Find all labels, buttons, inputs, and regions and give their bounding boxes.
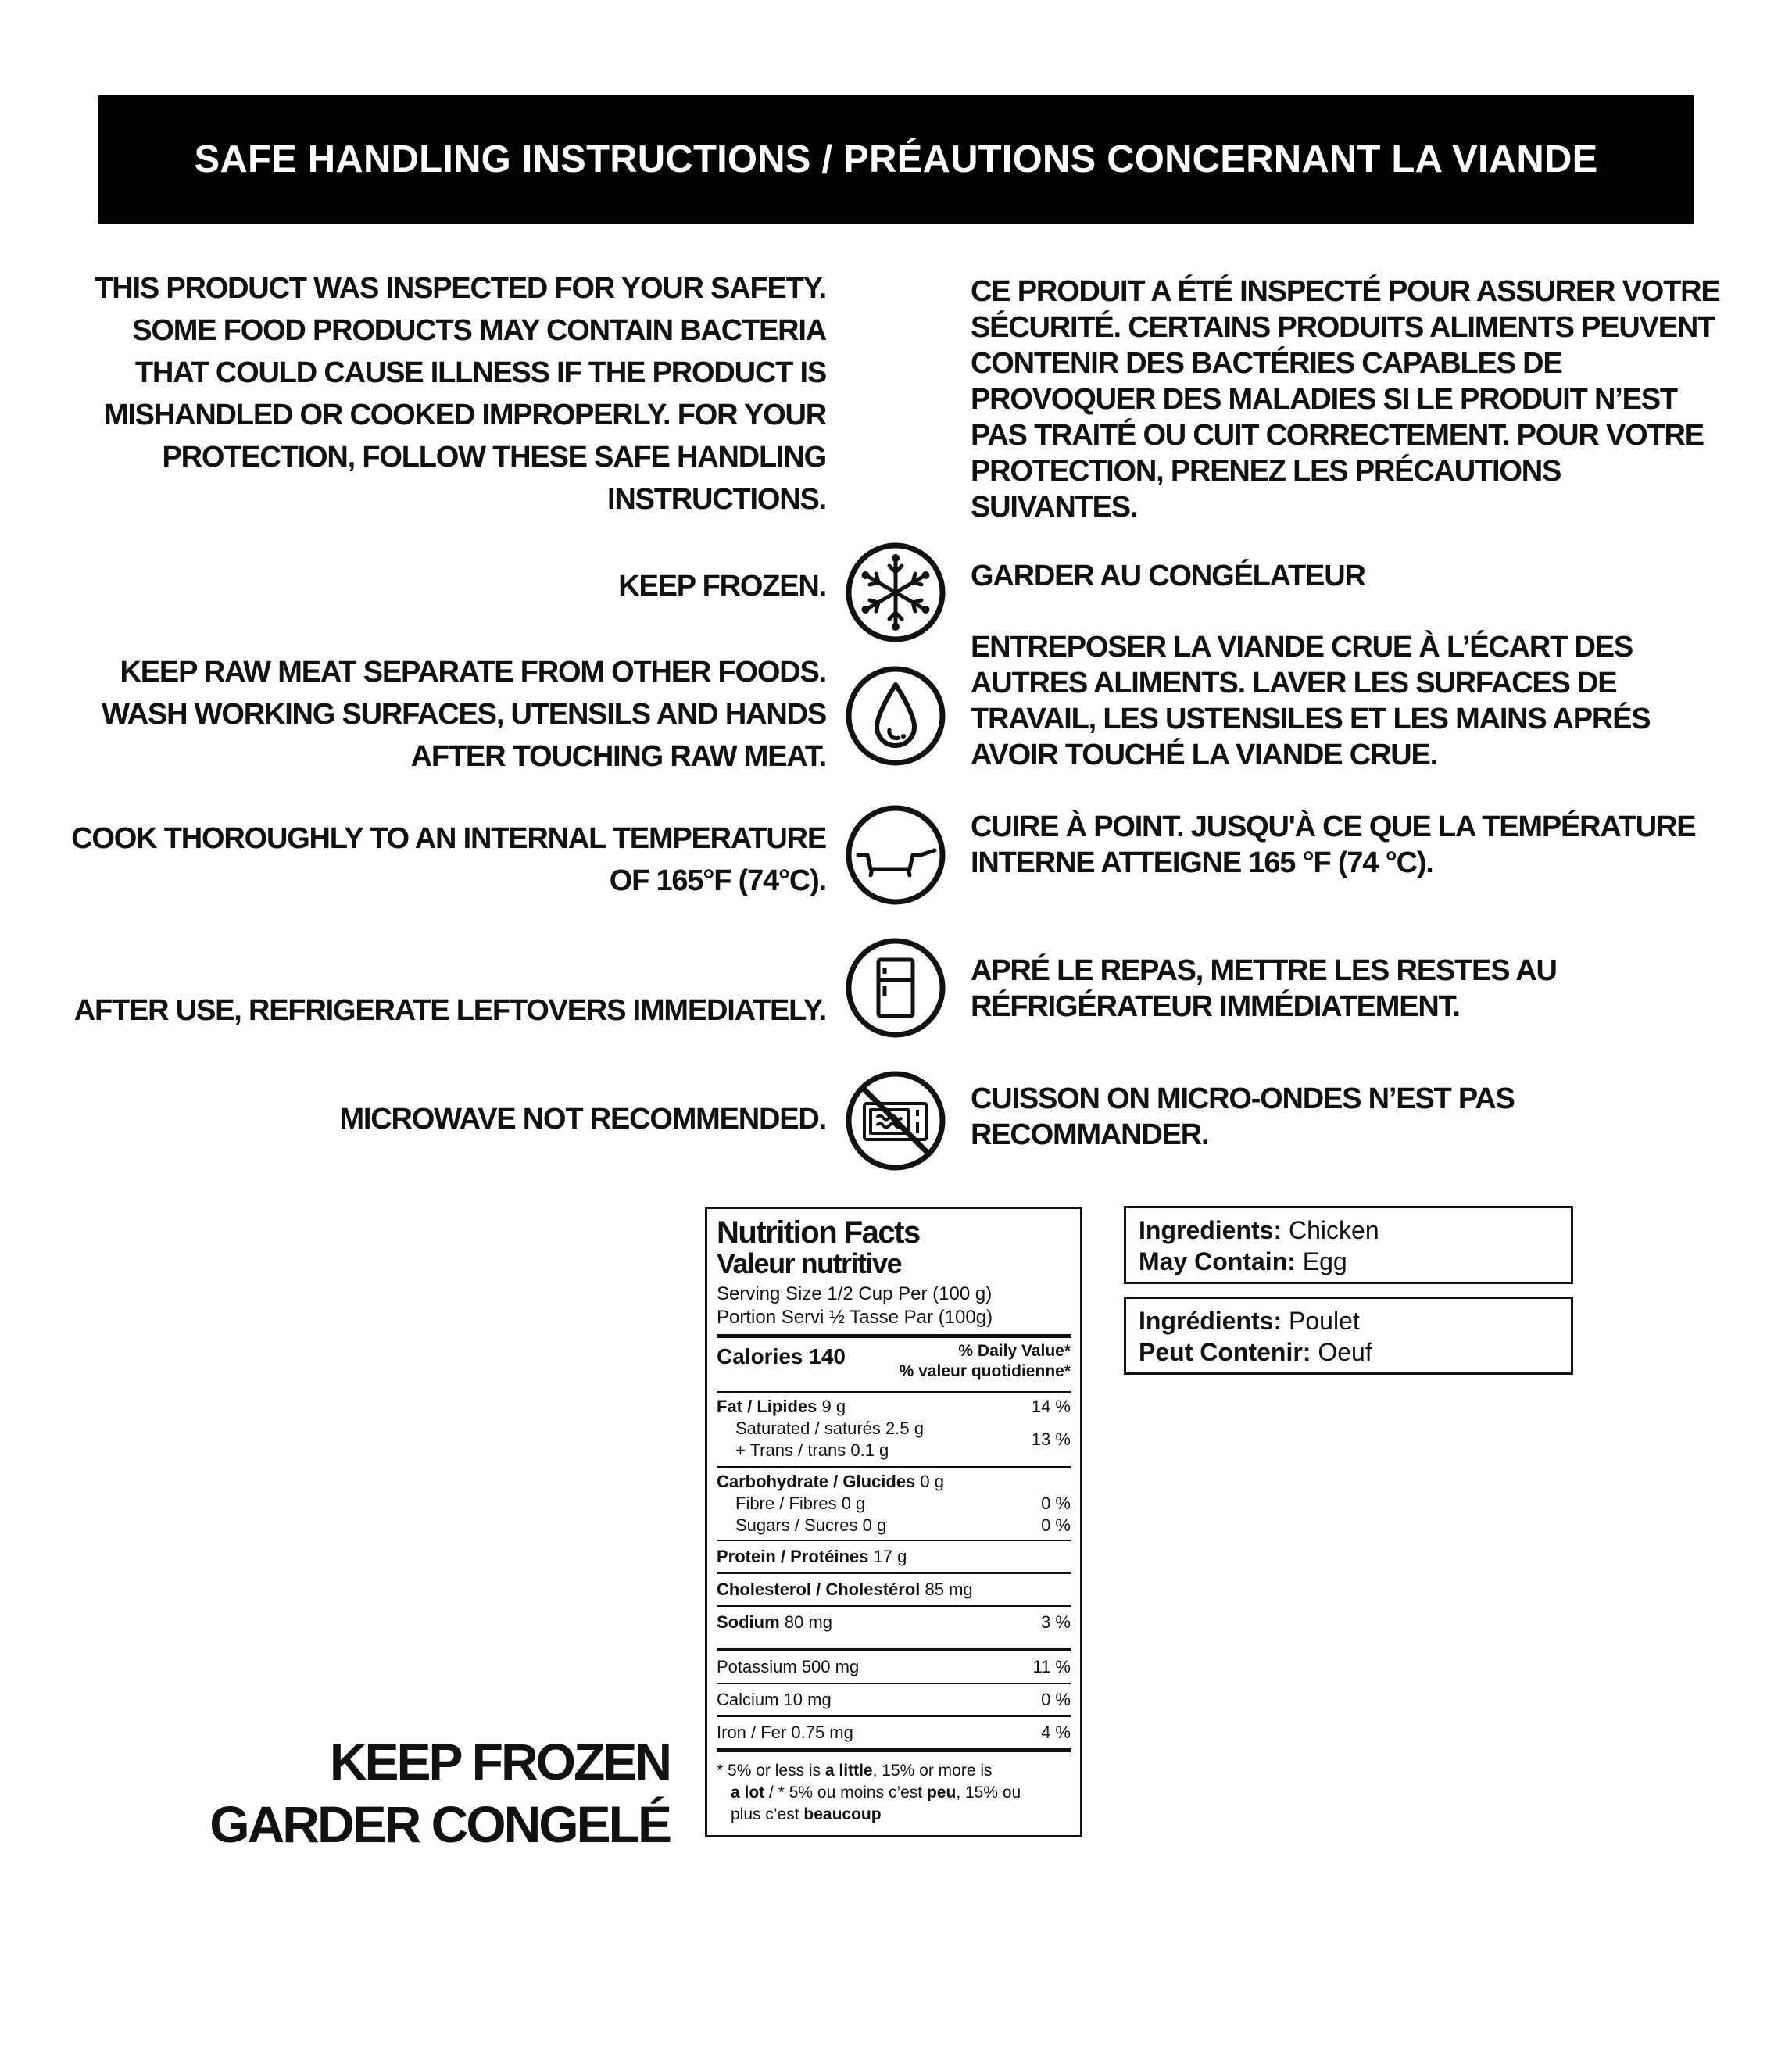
instruction-line: GARDER AU CONGÉLATEUR xyxy=(971,560,1365,592)
may-contain-label: May Contain: xyxy=(1139,1247,1296,1275)
instruction-line: CUISSON ON MICRO-ONDES N’EST PAS xyxy=(971,1082,1515,1115)
keep-frozen-en xyxy=(5,565,826,607)
instruction-line: COOK THOROUGHLY TO AN INTERNAL TEMPERATURE xyxy=(71,822,826,855)
calories-label: Calories 140 xyxy=(717,1344,846,1368)
footnote-bold: a lot xyxy=(731,1783,765,1801)
instruction-line: KEEP FROZEN. xyxy=(618,570,826,603)
separate-raw-meat-en xyxy=(5,651,826,778)
serving-size-fr: Portion Servi ½ Tasse Par (100g) xyxy=(717,1307,993,1328)
cook-thoroughly-en xyxy=(5,817,826,902)
potassium-row xyxy=(717,1648,1071,1683)
fibre-row xyxy=(717,1493,1071,1515)
protein-label: Protein / Protéines xyxy=(717,1547,869,1566)
calories-row xyxy=(717,1334,1071,1386)
ingredients-box-fr xyxy=(1124,1297,1573,1375)
instruction-line: OF 165°F (74°C). xyxy=(609,864,826,897)
fat-row xyxy=(717,1391,1071,1418)
trans-fat: + Trans / trans 0.1 g xyxy=(735,1440,889,1460)
saturated-trans-row xyxy=(717,1418,1071,1466)
sugars-row xyxy=(717,1515,1071,1540)
intro-fr-line: CONTENIR DES BACTÉRIES CAPABLES DE xyxy=(971,347,1562,380)
intro-text-en xyxy=(5,267,826,521)
protein-row xyxy=(717,1540,1071,1572)
intro-fr-line: CE PRODUIT A ÉTÉ INSPECTÉ POUR ASSURER VOTRE xyxy=(971,275,1720,308)
sugars-dv: 0 % xyxy=(1041,1515,1071,1535)
sat-trans-dv: 13 % xyxy=(1031,1429,1071,1449)
instruction-line: KEEP RAW MEAT SEPARATE FROM OTHER FOODS. xyxy=(120,656,826,689)
sodium-label: Sodium xyxy=(717,1612,780,1632)
may-contain-label: Peut Contenir: xyxy=(1139,1338,1311,1366)
separate-raw-meat-fr xyxy=(971,629,1713,773)
ingredients-box-en xyxy=(1124,1206,1573,1284)
instruction-line: ENTREPOSER LA VIANDE CRUE À L’ÉCART DES xyxy=(971,631,1633,664)
intro-en-line: PROTECTION, FOLLOW THESE SAFE HANDLING xyxy=(162,441,826,474)
saturated-fat: Saturated / saturés 2.5 g xyxy=(735,1419,924,1438)
intro-fr-line: SUIVANTES. xyxy=(971,491,1138,524)
ingredients-label: Ingredients: xyxy=(1139,1216,1282,1244)
iron-dv: 4 % xyxy=(1041,1723,1071,1742)
instruction-line: TRAVAIL, LES USTENSILES ET LES MAINS APRÉS xyxy=(971,703,1651,735)
microwave-not-recommended-fr xyxy=(971,1081,1713,1153)
intro-en-line: MISHANDLED OR COOKED IMPROPERLY. FOR YOUR xyxy=(103,399,826,431)
instruction-line: AFTER TOUCHING RAW MEAT. xyxy=(410,740,826,773)
instruction-line: INTERNE ATTEIGNE 165 °F (74 °C). xyxy=(971,846,1433,879)
keep-frozen-fr xyxy=(971,558,1713,594)
keep-frozen-large xyxy=(209,1730,670,1855)
footnote-text: 5% ou moins c’est xyxy=(789,1783,923,1801)
footnote-text: , 15% ou xyxy=(956,1783,1021,1801)
footnote-bold: beaucoup xyxy=(803,1805,882,1823)
sugars-label: Sugars / Sucres 0 g xyxy=(735,1515,887,1535)
water-drop-icon xyxy=(844,664,947,767)
nutrition-footnote xyxy=(717,1748,1071,1826)
cholesterol-row xyxy=(717,1572,1071,1605)
fat-label: Fat / Lipides xyxy=(717,1397,817,1416)
footnote-text: / xyxy=(764,1783,778,1801)
footnote-text: 5% or less is xyxy=(728,1762,821,1780)
header-banner: SAFE HANDLING INSTRUCTIONS / PRÉAUTIONS CONCERNANT LA VIANDE xyxy=(98,95,1694,224)
intro-en-line: THAT COULD CAUSE ILLNESS IF THE PRODUCT IS xyxy=(134,356,826,389)
footnote-text: plus c’est xyxy=(731,1805,799,1823)
carb-amount: 0 g xyxy=(920,1472,945,1491)
snowflake-icon xyxy=(844,541,947,644)
fat-amount: 9 g xyxy=(821,1397,846,1416)
intro-fr-line: SÉCURITÉ. CERTAINS PRODUITS ALIMENTS PEUVENT xyxy=(971,311,1715,344)
carbohydrate-row xyxy=(717,1466,1071,1493)
refrigerate-leftovers-fr xyxy=(971,953,1713,1025)
footnote-star: * xyxy=(778,1783,785,1801)
instruction-line: CUIRE À POINT. JUSQU'À CE QUE LA TEMPÉRATURE xyxy=(971,810,1696,843)
iron-label: Iron / Fer 0.75 mg xyxy=(717,1723,853,1742)
daily-value-fr: % valeur quotidienne* xyxy=(899,1362,1071,1380)
instruction-line: AVOIR TOUCHÉ LA VIANDE CRUE. xyxy=(971,739,1437,771)
footnote-star: * xyxy=(717,1762,724,1780)
keep-frozen-fr-large: GARDER CONGELÉ xyxy=(209,1795,670,1853)
instruction-line: AFTER USE, REFRIGERATE LEFTOVERS IMMEDIATELY. xyxy=(73,994,826,1027)
cook-thoroughly-fr xyxy=(971,809,1713,881)
nutrition-facts-table xyxy=(705,1207,1082,1837)
sodium-amount: 80 mg xyxy=(784,1612,832,1632)
cholesterol-label: Cholesterol / Cholestérol xyxy=(717,1580,921,1599)
nutrition-title-fr: Valeur nutritive xyxy=(717,1247,902,1279)
may-contain-value: Egg xyxy=(1295,1247,1347,1275)
microwave-not-recommended-en xyxy=(5,1098,826,1140)
intro-en-line: INSTRUCTIONS. xyxy=(607,483,826,516)
intro-text-fr xyxy=(971,274,1720,525)
ingredients-value: Chicken xyxy=(1282,1216,1379,1244)
instruction-line: MICROWAVE NOT RECOMMENDED. xyxy=(339,1103,826,1136)
sodium-row xyxy=(717,1605,1071,1648)
calcium-label: Calcium 10 mg xyxy=(717,1690,832,1709)
daily-value-en: % Daily Value* xyxy=(958,1342,1071,1360)
may-contain-value: Oeuf xyxy=(1311,1338,1372,1366)
intro-en-line: THIS PRODUCT WAS INSPECTED FOR YOUR SAFETY. xyxy=(95,272,826,305)
potassium-dv: 11 % xyxy=(1032,1657,1071,1676)
nutrition-title-en: Nutrition Facts xyxy=(717,1215,920,1250)
instruction-line: RECOMMANDER. xyxy=(971,1118,1209,1151)
intro-fr-line: PROVOQUER DES MALADIES SI LE PRODUIT N’EST xyxy=(971,383,1677,416)
fibre-dv: 0 % xyxy=(1041,1494,1071,1513)
frying-pan-icon xyxy=(844,803,947,907)
iron-row xyxy=(717,1715,1071,1748)
footnote-bold: peu xyxy=(926,1783,957,1801)
sodium-dv: 3 % xyxy=(1041,1612,1071,1632)
intro-fr-line: PROTECTION, PRENEZ LES PRÉCAUTIONS xyxy=(971,455,1561,488)
footnote-text: , 15% or more is xyxy=(872,1762,993,1780)
calcium-dv: 0 % xyxy=(1041,1690,1071,1709)
instruction-line: APRÉ LE REPAS, METTRE LES RESTES AU xyxy=(971,954,1557,987)
fat-dv: 14 % xyxy=(1031,1397,1071,1416)
instruction-line: AUTRES ALIMENTS. LAVER LES SURFACES DE xyxy=(971,667,1617,699)
no-microwave-icon xyxy=(844,1069,947,1172)
instruction-line: WASH WORKING SURFACES, UTENSILS AND HANDS xyxy=(102,698,826,731)
ingredients-value: Poulet xyxy=(1282,1307,1360,1335)
carb-label: Carbohydrate / Glucides xyxy=(717,1472,916,1491)
intro-fr-line: PAS TRAITÉ OU CUIT CORRECTEMENT. POUR VOTRE xyxy=(971,419,1704,452)
refrigerator-icon xyxy=(844,936,947,1039)
intro-en-line: SOME FOOD PRODUCTS MAY CONTAIN BACTERIA xyxy=(132,314,826,347)
fibre-label: Fibre / Fibres 0 g xyxy=(735,1494,866,1513)
calcium-row xyxy=(717,1683,1071,1715)
footnote-bold: a little xyxy=(824,1762,873,1780)
refrigerate-leftovers-en xyxy=(5,989,826,1032)
cholesterol-amount: 85 mg xyxy=(925,1580,973,1599)
protein-amount: 17 g xyxy=(873,1547,907,1566)
keep-frozen-en-large: KEEP FROZEN xyxy=(329,1733,670,1791)
potassium-label: Potassium 500 mg xyxy=(717,1657,860,1676)
instruction-line: RÉFRIGÉRATEUR IMMÉDIATEMENT. xyxy=(971,990,1460,1023)
ingredients-label: Ingrédients: xyxy=(1139,1307,1282,1335)
serving-size-en: Serving Size 1/2 Cup Per (100 g) xyxy=(717,1283,993,1304)
